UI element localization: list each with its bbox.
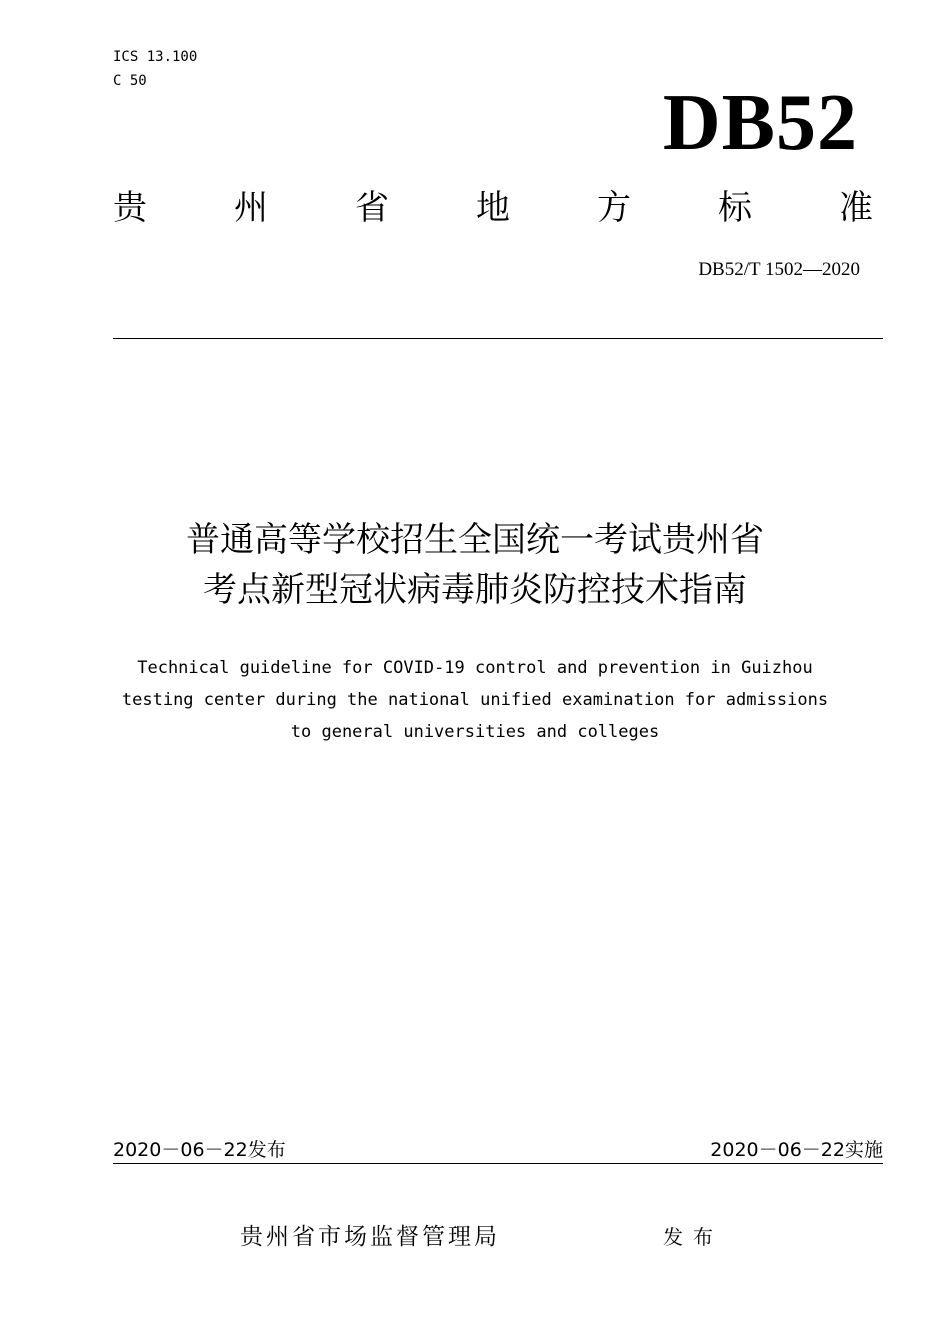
english-title-line-3: to general universities and colleges [290, 722, 660, 742]
issuing-authority: 贵州省市场监督管理局 [240, 1224, 500, 1250]
standard-logo: DB52 [662, 79, 858, 167]
chinese-title-line-2: 考点新型冠状病毒肺炎防控技术指南 [203, 570, 747, 610]
ics-code: ICS 13.100 [113, 49, 198, 65]
standard-type-char: 州 [234, 188, 268, 228]
standard-number: DB52/T 1502—2020 [698, 259, 860, 280]
footer-divider [113, 1163, 883, 1164]
english-title [0, 652, 950, 748]
standard-type-char: 地 [476, 188, 510, 228]
ccs-code: C 50 [113, 73, 147, 89]
chinese-title [0, 515, 950, 615]
standard-type-char: 贵 [113, 188, 147, 228]
standard-type-char: 准 [839, 188, 873, 228]
issue-label: 发布 [663, 1225, 723, 1249]
standard-type-char: 标 [718, 188, 752, 228]
publish-date: 2020－06－22发布 [113, 1139, 286, 1161]
date-row [113, 1137, 883, 1163]
english-title-line-1: Technical guideline for COVID-19 control and prevention in Guizhou [137, 658, 813, 678]
standard-type-char: 省 [355, 188, 389, 228]
chinese-title-line-1: 普通高等学校招生全国统一考试贵州省 [186, 520, 764, 560]
standard-type-char: 方 [597, 188, 631, 228]
header-divider [113, 338, 883, 339]
implement-date: 2020－06－22实施 [710, 1139, 883, 1161]
english-title-line-2: testing center during the national unified examination for admissions [121, 690, 829, 710]
standard-type-heading [113, 186, 873, 230]
